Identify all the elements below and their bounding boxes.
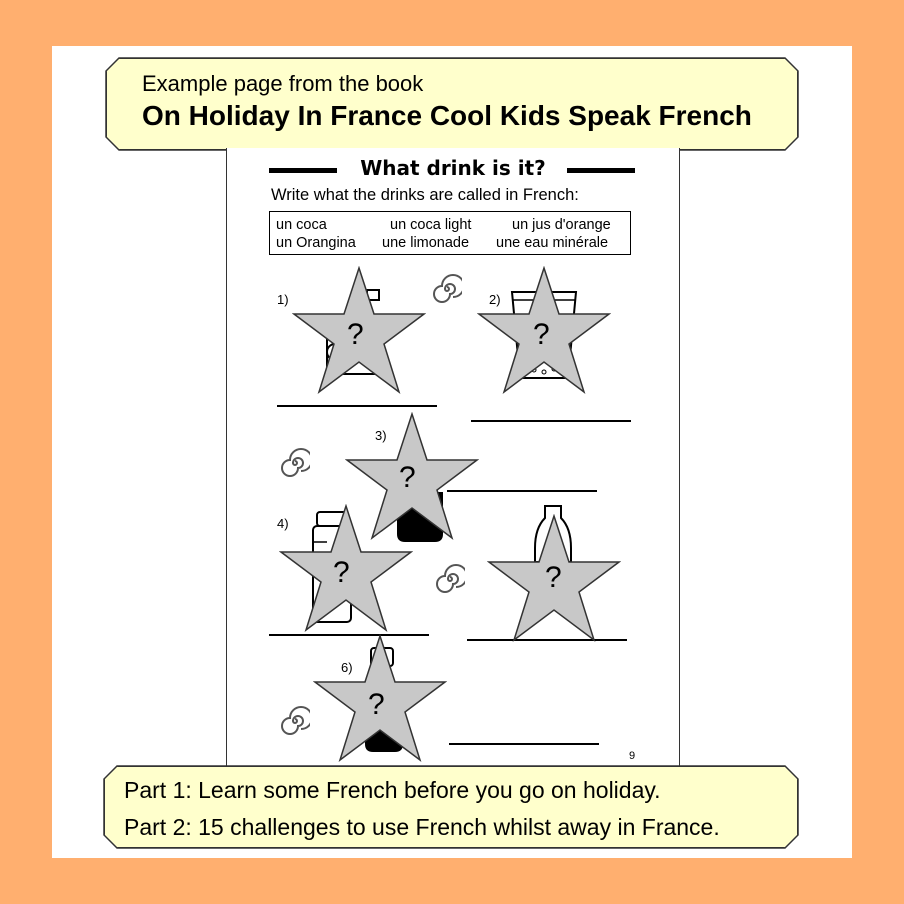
page-number: 9 [629,750,636,762]
question-mark: ? [333,556,350,589]
item-number: 4) [277,516,289,531]
part1-text: Part 1: Learn some French before you go on holiday. [124,777,661,803]
book-subtitle: Example page from the book [142,71,424,96]
part2-text: Part 2: 15 challenges to use French whilst away in France. [124,814,720,840]
word-bank-item: un Orangina [276,235,356,251]
swirl-icon [435,564,465,594]
answer-line [277,405,437,407]
top-banner-text [142,70,752,134]
swirl-icon [280,448,310,478]
answer-line [471,420,631,422]
book-title: On Holiday In France Cool Kids Speak French [142,100,752,131]
answer-line [449,743,599,745]
word-bank-item: un jus d'orange [512,217,611,233]
question-mark: ? [399,461,416,494]
bottom-banner-text [124,772,720,846]
item-number: 1) [277,292,289,307]
word-bank-item: un coca light [390,217,472,233]
question-mark: ? [533,318,550,351]
word-bank [269,211,631,255]
word-bank-item: un coca [276,217,327,233]
item-number: 3) [375,428,387,443]
worksheet-page [226,148,680,768]
item-number: 6) [341,660,353,675]
worksheet-instruction: Write what the drinks are called in French: [271,186,579,204]
question-mark: ? [347,318,364,351]
question-mark: ? [368,688,385,721]
item-number: 2) [489,292,501,307]
swirl-icon [432,274,462,304]
worksheet-title: What drink is it? [360,156,546,180]
word-bank-item: une limonade [382,235,470,251]
word-bank-item: une eau minérale [496,235,609,251]
swirl-icon [280,706,310,736]
question-mark: ? [545,561,562,594]
